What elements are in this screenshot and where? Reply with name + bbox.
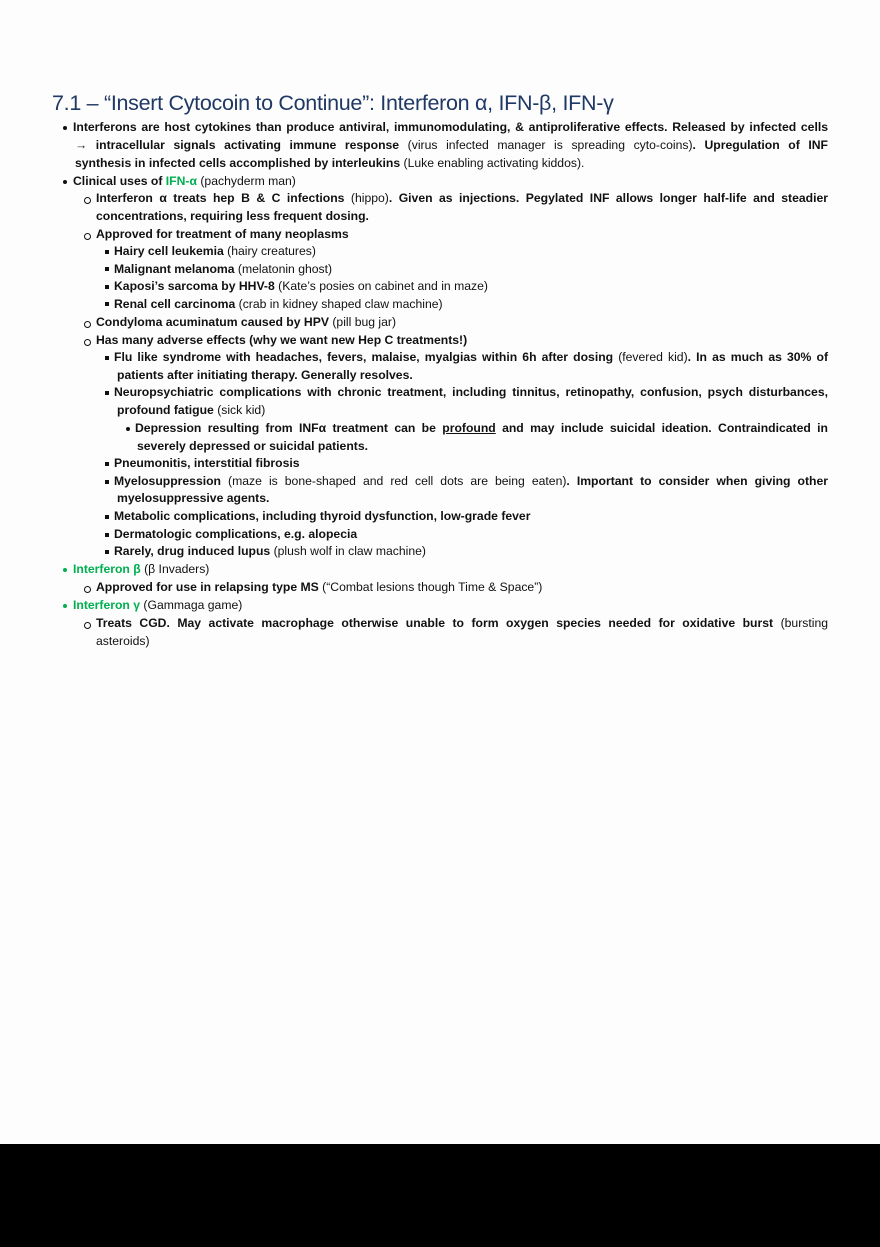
bullet-dot-icon: [126, 427, 130, 431]
intro-line-1: Interferons are host cytokines than produce antiviral, immunomodulating, & antiproliferative effects. Released by infected cells: [73, 120, 828, 134]
myelo-line-2: myelosuppressive agents.: [117, 491, 270, 505]
metabolic-item: Metabolic complications, including thyroid dysfunction, low-grade fever: [114, 509, 531, 523]
neuro-line-1: Neuropsychiatric complications with chronic treatment, including tinnitus, retinopathy, confusion, psych disturbances,: [114, 385, 828, 399]
bullet-square-icon: [105, 515, 109, 519]
intro-line-2: → intracellular signals activating immune response (virus infected manager is spreading cyto-coins). Upregulation of INF: [75, 138, 828, 152]
bullet-square-icon: [105, 480, 109, 484]
bullet-square-icon: [105, 391, 109, 395]
cgd-line-2: asteroids): [96, 634, 150, 648]
bullet-square-icon: [105, 267, 109, 271]
condyloma-item: Condyloma acuminatum caused by HPV (pill bug jar): [96, 315, 397, 329]
bullet-square-icon: [105, 356, 109, 360]
bullet-square-icon: [105, 533, 109, 537]
hep-line-2: concentrations, requiring less frequent dosing.: [96, 209, 369, 223]
neoplasm-item: Renal cell carcinoma (crab in kidney shaped claw machine): [114, 297, 443, 311]
bullet-dot-icon: [63, 568, 67, 572]
cgd-line-1: Treats CGD. May activate macrophage otherwise unable to form oxygen species needed for oxidative burst (bursting: [96, 616, 828, 630]
bullet-circle-icon: [84, 586, 91, 593]
bullet-dot-icon: [63, 126, 67, 130]
dermatologic-item: Dermatologic complications, e.g. alopecia: [114, 527, 358, 541]
neuro-line-2: profound fatigue (sick kid): [117, 403, 266, 417]
neoplasm-item: Kaposi’s sarcoma by HHV-8 (Kate’s posies on cabinet and in maze): [114, 279, 488, 293]
depression-line-1: Depression resulting from INFα treatment can be profound and may include suicidal ideation. Contraindicated in: [135, 421, 828, 435]
bullet-square-icon: [105, 462, 109, 466]
hep-line-1: Interferon α treats hep B & C infections (hippo). Given as injections. Pegylated INF allows longer half-life and steadier: [96, 191, 828, 205]
neoplasms-heading: Approved for treatment of many neoplasms: [96, 227, 349, 241]
depression-line-2: severely depressed or suicidal patients.: [137, 439, 368, 453]
neoplasm-item: Malignant melanoma (melatonin ghost): [114, 262, 333, 276]
neoplasm-item: Hairy cell leukemia (hairy creatures): [114, 244, 316, 258]
bullet-square-icon: [105, 285, 109, 289]
page-title: 7.1 – “Insert Cytocoin to Continue”: Interferon α, IFN-β, IFN-γ: [52, 91, 614, 115]
flu-line-2: patients after initiating therapy. Generally resolves.: [117, 368, 413, 382]
bottom-black-bar: [0, 1144, 880, 1247]
bullet-circle-icon: [84, 321, 91, 328]
bullet-square-icon: [105, 550, 109, 554]
bullet-circle-icon: [84, 233, 91, 240]
beta-heading: Interferon β (β Invaders): [73, 562, 210, 576]
bullet-circle-icon: [84, 622, 91, 629]
gamma-heading: Interferon γ (Gammaga game): [73, 598, 243, 612]
alpha-heading: Clinical uses of IFN-α (pachyderm man): [73, 174, 296, 188]
adverse-heading: Has many adverse effects (why we want new Hep C treatments!): [96, 333, 468, 347]
bullet-square-icon: [105, 302, 109, 306]
flu-line-1: Flu like syndrome with headaches, fevers, malaise, myalgias within 6h after dosing (fevered kid). In as much as 30% of: [114, 350, 828, 364]
bullet-square-icon: [105, 250, 109, 254]
lupus-item: Rarely, drug induced lupus (plush wolf in claw machine): [114, 544, 426, 558]
bullet-circle-icon: [84, 197, 91, 204]
intro-line-3: synthesis in infected cells accomplished by interleukins (Luke enabling activating kiddos).: [75, 156, 585, 170]
bullet-dot-icon: [63, 604, 67, 608]
bullet-circle-icon: [84, 339, 91, 346]
myelo-line-1: Myelosuppression (maze is bone-shaped and red cell dots are being eaten). Important to consider when giving other: [114, 474, 828, 488]
bullet-dot-icon: [63, 180, 67, 184]
pneumonitis-item: Pneumonitis, interstitial fibrosis: [114, 456, 300, 470]
ms-item: Approved for use in relapsing type MS (“Combat lesions though Time & Space”): [96, 580, 543, 594]
